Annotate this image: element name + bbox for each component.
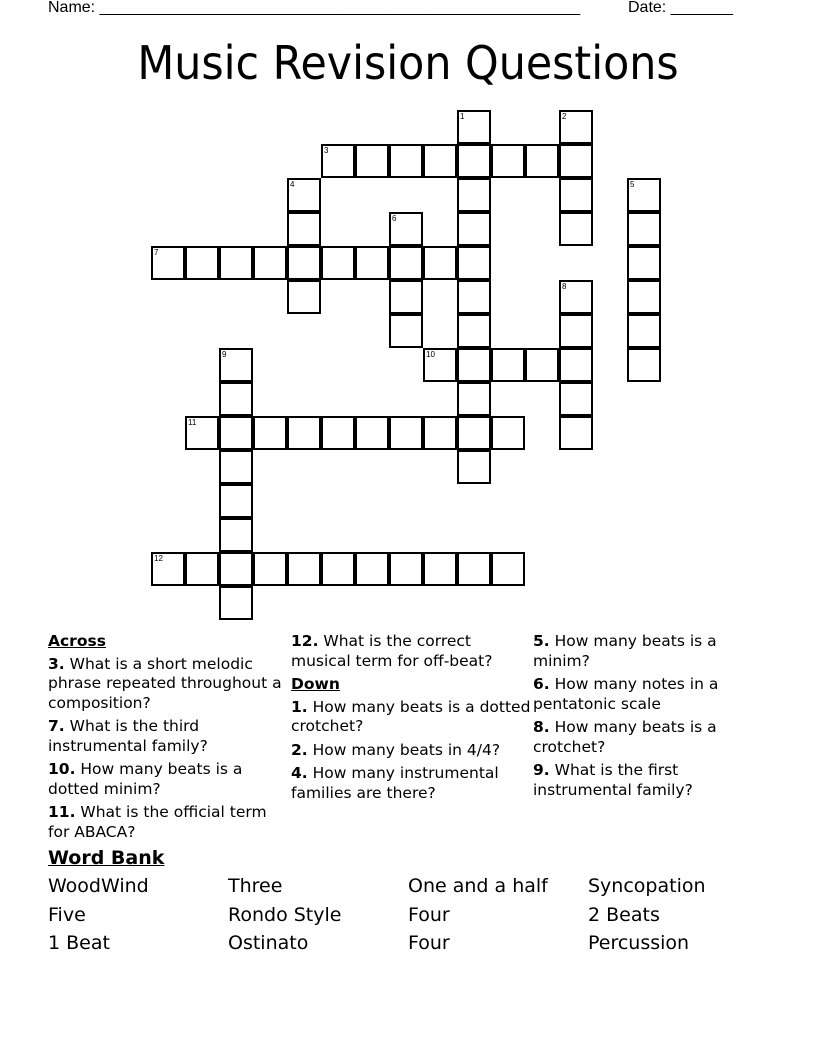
grid-cell[interactable] [151, 246, 185, 280]
clue-down-4: 4. How many instrumental families are there? [291, 764, 499, 802]
word-bank-item: Syncopation [588, 875, 706, 897]
clue-number: 12 [154, 554, 163, 563]
clue-number: 9 [222, 350, 227, 359]
grid-cell[interactable] [287, 552, 321, 586]
grid-cell[interactable] [423, 246, 457, 280]
word-bank-item: Ostinato [228, 932, 309, 954]
name-field-label: Name: ______________________________________________________ [48, 0, 581, 16]
grid-cell[interactable] [423, 552, 457, 586]
grid-cell[interactable] [389, 280, 423, 314]
grid-cell[interactable] [457, 416, 491, 450]
grid-cell[interactable] [457, 212, 491, 246]
grid-cell[interactable] [559, 110, 593, 144]
grid-cell[interactable] [457, 314, 491, 348]
grid-cell[interactable] [389, 416, 423, 450]
grid-cell[interactable] [219, 484, 253, 518]
clue-number: 11 [188, 418, 197, 427]
grid-cell[interactable] [389, 552, 423, 586]
clue-number: 3 [324, 146, 329, 155]
word-bank-item: Five [48, 904, 86, 926]
grid-cell[interactable] [219, 586, 253, 620]
clue-number: 5 [630, 180, 635, 189]
grid-cell[interactable] [627, 280, 661, 314]
grid-cell[interactable] [491, 348, 525, 382]
grid-cell[interactable] [287, 212, 321, 246]
grid-cell[interactable] [355, 144, 389, 178]
clue-down-6: 6. How many notes in a pentatonic scale [533, 675, 719, 713]
word-bank-item: Four [408, 904, 450, 926]
grid-cell[interactable] [525, 348, 559, 382]
down-heading: Down [291, 675, 340, 693]
grid-cell[interactable] [559, 314, 593, 348]
page-title: Music Revision Questions [137, 36, 679, 90]
grid-cell[interactable] [559, 280, 593, 314]
grid-cell[interactable] [627, 212, 661, 246]
clue-across-3: 3. What is a short melodic phrase repeated throughout a composition? [48, 654, 282, 712]
clue-down-5: 5. How many beats is a minim? [533, 632, 717, 670]
date-field-label: Date: _______ [628, 0, 733, 16]
grid-cell[interactable] [559, 178, 593, 212]
grid-cell[interactable] [457, 552, 491, 586]
grid-cell[interactable] [321, 144, 355, 178]
grid-cell[interactable] [355, 246, 389, 280]
grid-cell[interactable] [287, 280, 321, 314]
clue-down-1: 1. How many beats is a dotted crotchet? [291, 697, 531, 735]
word-bank-item: Percussion [588, 932, 690, 954]
word-bank-item: Three [228, 875, 283, 897]
grid-cell[interactable] [321, 416, 355, 450]
word-bank-item: Rondo Style [228, 904, 342, 926]
grid-cell[interactable] [457, 382, 491, 416]
grid-cell[interactable] [457, 450, 491, 484]
grid-cell[interactable] [423, 416, 457, 450]
clue-number: 1 [460, 112, 465, 121]
grid-cell[interactable] [219, 450, 253, 484]
grid-cell[interactable] [559, 144, 593, 178]
clue-down-9: 9. What is the first instrumental family? [533, 761, 693, 799]
grid-cell[interactable] [253, 552, 287, 586]
grid-cell[interactable] [253, 416, 287, 450]
grid-cell[interactable] [355, 416, 389, 450]
grid-cell[interactable] [321, 246, 355, 280]
word-bank-item: WoodWind [48, 875, 149, 897]
clue-across-11: 11. What is the official term for ABACA? [48, 803, 267, 841]
grid-cell[interactable] [389, 246, 423, 280]
grid-cell[interactable] [559, 212, 593, 246]
grid-cell[interactable] [219, 416, 253, 450]
grid-cell[interactable] [253, 246, 287, 280]
grid-cell[interactable] [151, 552, 185, 586]
grid-cell[interactable] [457, 280, 491, 314]
grid-cell[interactable] [389, 144, 423, 178]
clue-number: 10 [426, 350, 435, 359]
grid-cell[interactable] [219, 348, 253, 382]
grid-cell[interactable] [559, 348, 593, 382]
grid-cell[interactable] [355, 552, 389, 586]
grid-cell[interactable] [423, 144, 457, 178]
grid-cell[interactable] [389, 212, 423, 246]
grid-cell[interactable] [185, 246, 219, 280]
grid-cell[interactable] [457, 348, 491, 382]
clue-across-10: 10. How many beats is a dotted minim? [48, 760, 243, 798]
clues-column-1 [48, 632, 286, 846]
grid-cell[interactable] [525, 144, 559, 178]
grid-cell[interactable] [491, 144, 525, 178]
grid-cell[interactable] [219, 246, 253, 280]
grid-cell[interactable] [219, 518, 253, 552]
word-bank-item: One and a half [408, 875, 548, 897]
word-bank-item: 2 Beats [588, 904, 660, 926]
word-bank-item: 1 Beat [48, 932, 110, 954]
grid-cell[interactable] [627, 246, 661, 280]
grid-cell[interactable] [321, 552, 355, 586]
grid-cell[interactable] [219, 552, 253, 586]
clues-column-3 [533, 632, 773, 804]
word-bank-item: Four [408, 932, 450, 954]
grid-cell[interactable] [559, 416, 593, 450]
clue-number: 2 [562, 112, 567, 121]
across-heading: Across [48, 632, 106, 650]
grid-cell[interactable] [423, 348, 457, 382]
clue-number: 6 [392, 214, 397, 223]
grid-cell[interactable] [287, 246, 321, 280]
grid-cell[interactable] [185, 416, 219, 450]
clue-number: 4 [290, 180, 295, 189]
grid-cell[interactable] [491, 552, 525, 586]
clue-across-7: 7. What is the third instrumental family? [48, 717, 208, 755]
grid-cell[interactable] [457, 178, 491, 212]
grid-cell[interactable] [457, 246, 491, 280]
grid-cell[interactable] [219, 382, 253, 416]
word-bank-title: Word Bank [48, 847, 165, 869]
grid-cell[interactable] [559, 382, 593, 416]
clue-down-2: 2. How many beats in 4/4? [291, 740, 501, 759]
clue-number: 8 [562, 282, 567, 291]
clue-number: 7 [154, 248, 159, 257]
grid-cell[interactable] [627, 178, 661, 212]
clues-column-2 [291, 632, 531, 807]
grid-cell[interactable] [287, 416, 321, 450]
grid-cell[interactable] [457, 144, 491, 178]
grid-cell[interactable] [287, 178, 321, 212]
clue-down-8: 8. How many beats is a crotchet? [533, 718, 717, 756]
grid-cell[interactable] [457, 110, 491, 144]
grid-cell[interactable] [389, 314, 423, 348]
grid-cell[interactable] [185, 552, 219, 586]
clue-across-12: 12. What is the correct musical term for off-beat? [291, 632, 493, 670]
grid-cell[interactable] [491, 416, 525, 450]
grid-cell[interactable] [627, 348, 661, 382]
grid-cell[interactable] [627, 314, 661, 348]
